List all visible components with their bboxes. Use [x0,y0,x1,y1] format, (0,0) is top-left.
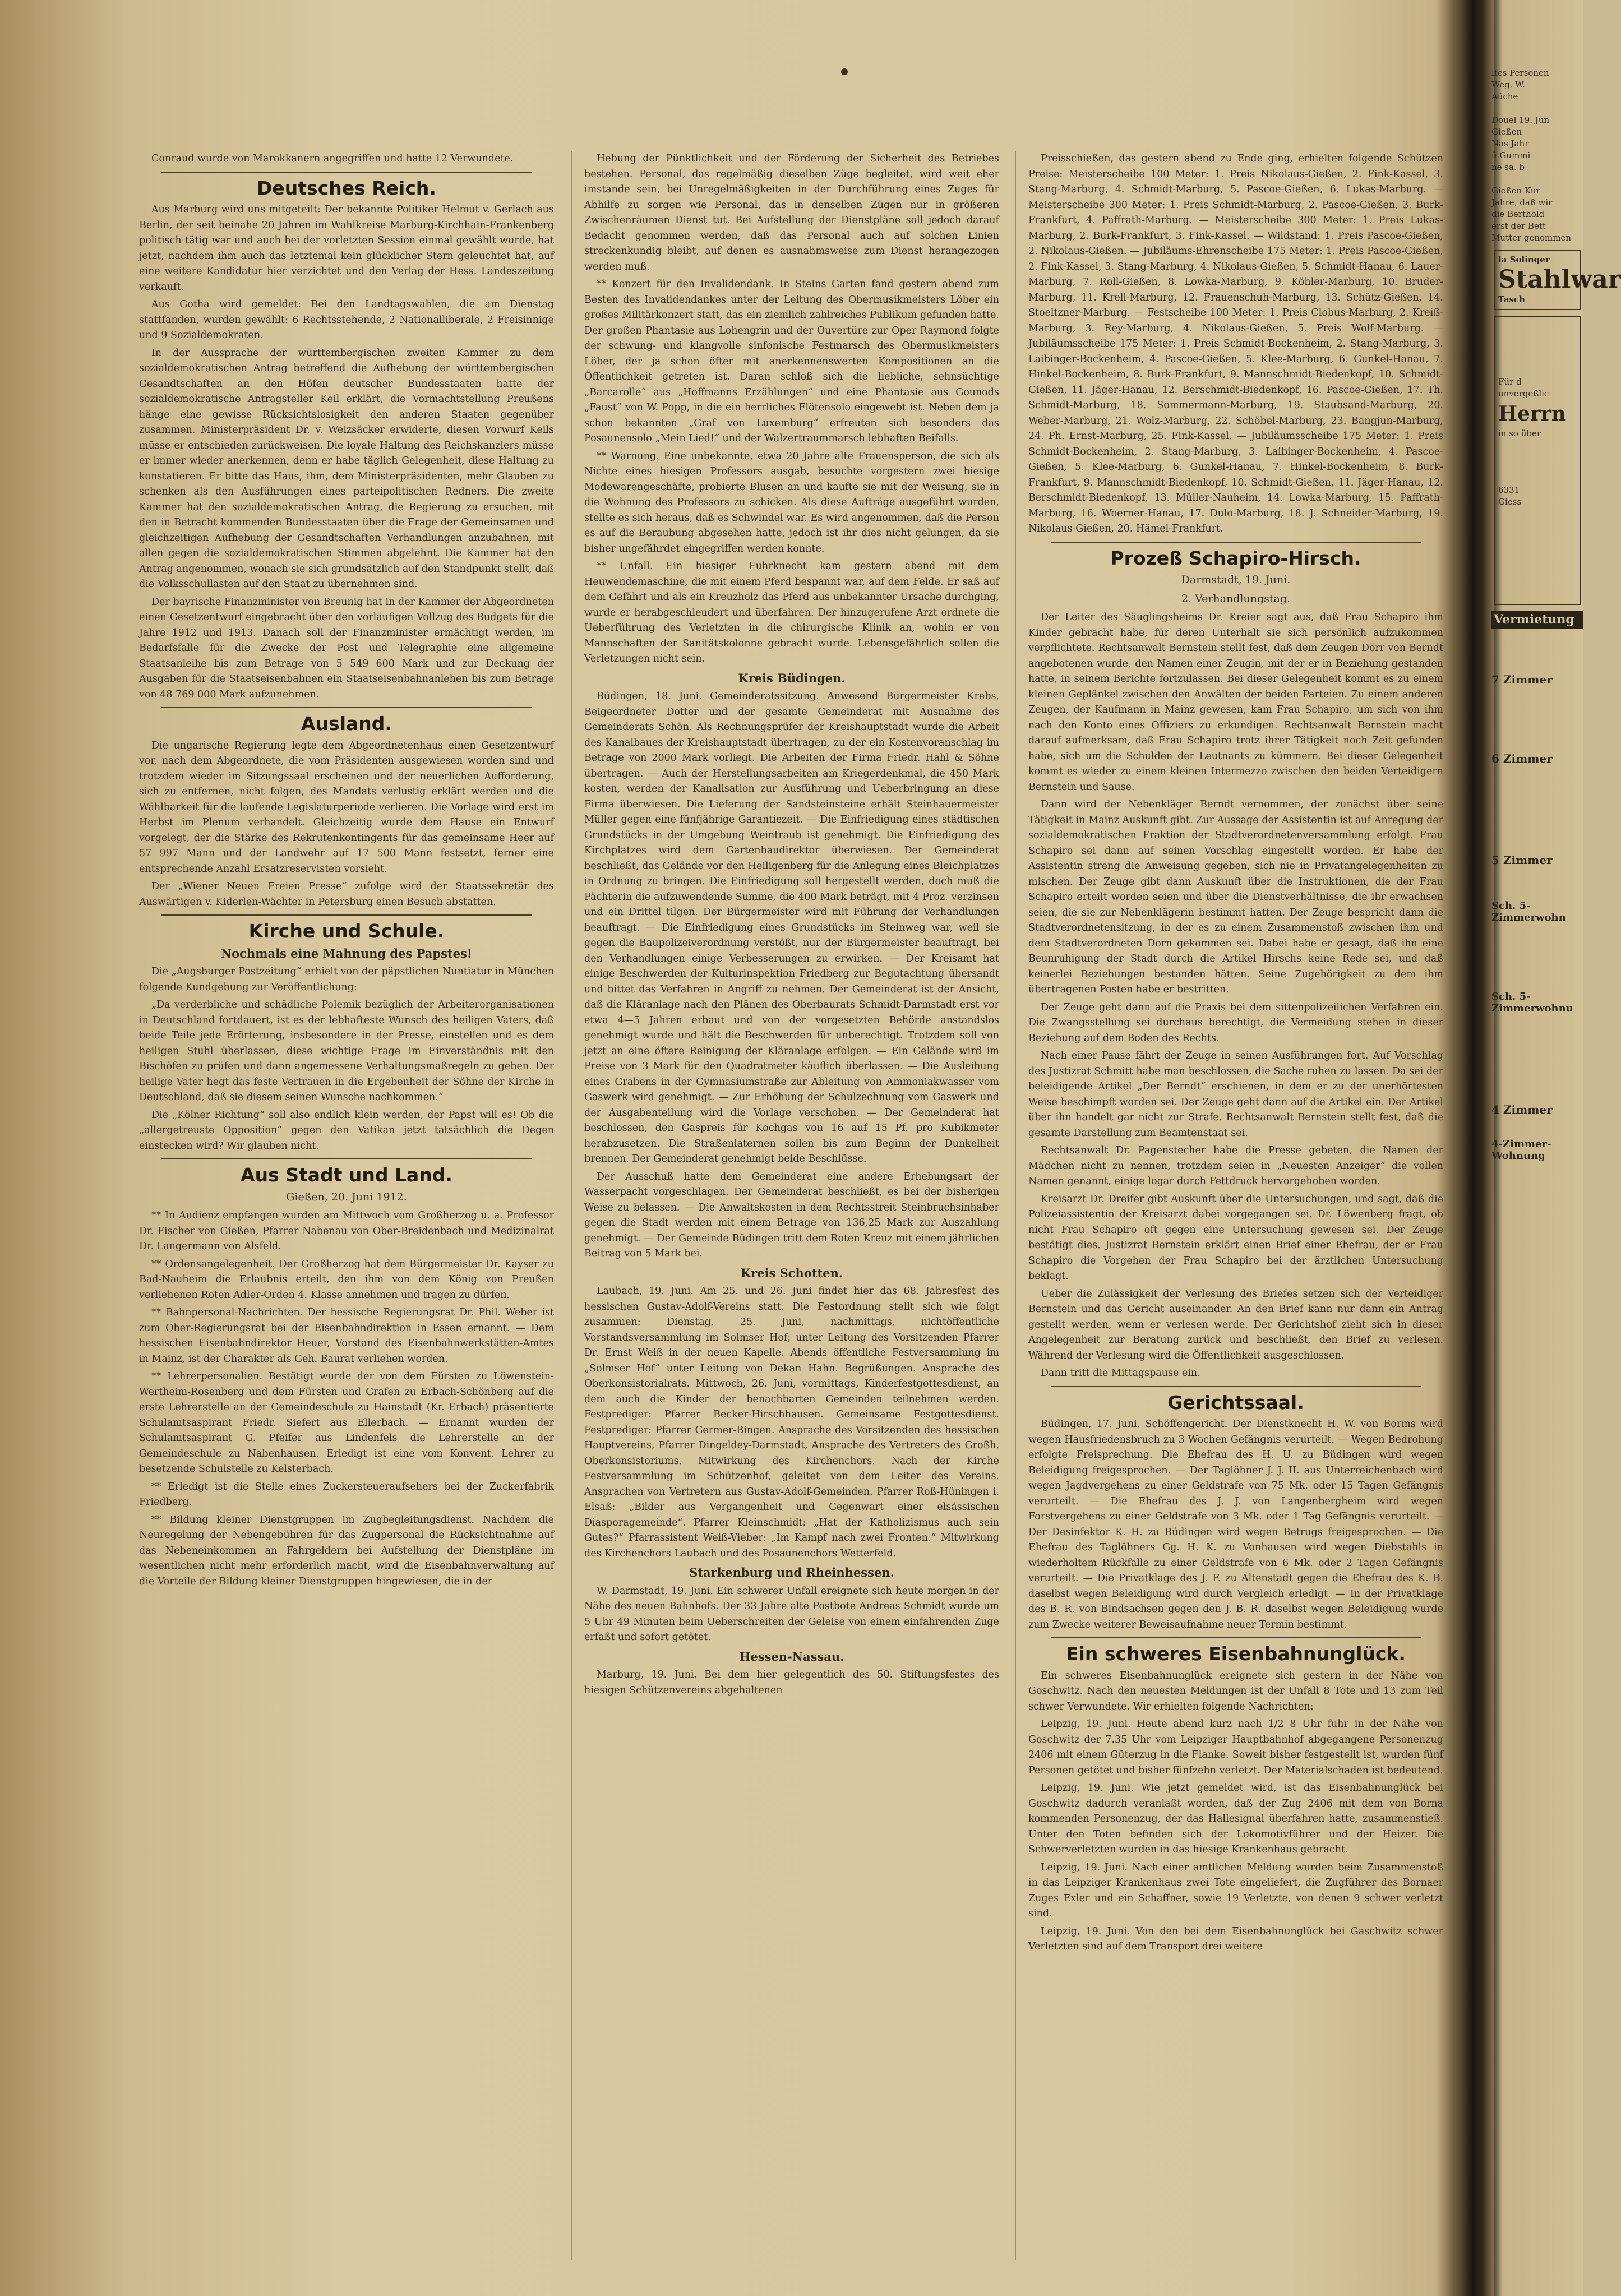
article-paragraph: Der bayrische Finanzminister von Breunig hat in der Kammer der Abgeordneten einen Gesetzentwurf eingebracht über den vorläufigen Vollzug des Budgets für die Jahre 1912 und 1913. Danach soll der Finanzminister ermächtigt werden, im Bedarfsfalle für die Zwecke der Post und Telegraphie eine allgemeine Staatsanleihe bis zum Betrage von 5 549 600 Mark und zur Deckung der Ausgaben für die Staatseisenbahnen ein Staatseisenbahnanlehen bis zum Betrage von 48 769 000 Mark aufzunehmen. [139,596,554,700]
article-paragraph: ** Lehrerpersonalien. Bestätigt wurde der von dem Fürsten zu Löwenstein-Wertheim-Rosenberg und dem Fürsten und Grafen zu Erbach-Schönberg auf die erste Lehrerstelle an der Gemeindeschule zu Hainstadt (Kr. Erbach) präsentierte Schulamtsaspirant Friedr. Siefert aus Ellerbach. — Ernannt wurden der Schulamtsaspirant G. Pfeifer aus Lindenfels die Lehrerstelle an der Gemeindeschule zu Nabenhausen. Erledigt ist eine vom Konvent. Lehrer zu besetzende Schulstelle zu Kelsterbach. [139,1371,554,1475]
room-ad: 4-Zimmer-Wohnung [1491,1138,1551,1162]
article-paragraph: Leipzig, 19. Juni. Heute abend kurz nach 1/2 8 Uhr fuhr in der Nähe von Goschwitz der 7.35 Uhr vom Leipziger Hauptbahnhof abgegangene Personenzug 2406 mit einem Güterzug in die Flanke. Soweit bisher festgestellt ist, wurden fünf Personen getötet und bisher fünfzehn verletzt. Der Materialschaden ist bedeutend. [1028,1718,1443,1776]
strip-line: erst der Bett [1491,221,1546,231]
article-paragraph: Nach einer Pause fährt der Zeuge in seinen Ausführungen fort. Auf Vorschlag des Justizrat Schmitt habe man beschlossen, die Sache ruhen zu lassen. Da sei der beleidigende Artikel „Der Berndt“ erschienen, in dem er zu der unerhörtesten Weise beschimpft worden sei. Der Zeuge geht dann auf die Artikel ein. Der Artikel über ihn handelt gar nicht zur Strafe. Rechtsanwalt Bernstein stellt fest, daß die gesamte Darstellung zum Beamtenstaat sei. [1028,1050,1443,1139]
strip-line: die Berthold [1491,209,1545,219]
article-paragraph: Leipzig, 19. Juni. Wie jetzt gemeldet wird, ist das Eisenbahnunglück bei Goschwitz dadurch veranlaßt worden, daß der Zug 2406 mit dem von Borna kommenden Personenzug, der das Hallesignal überfahren hatte, zusammenstieß. Unter den Toten befinden sich der Lokomotivführer und der Heizer. Die Schwerverletzten wurden in das hiesige Krankenhaus gebracht. [1028,1782,1443,1855]
ad-line: in so über [1498,428,1541,438]
heading-starkenburg: Starkenburg und Rheinhessen. [689,1565,894,1579]
article-paragraph: ** Konzert für den Invalidendank. In Steins Garten fand gestern abend zum Besten des Invalidendankes unter der Leitung des Obermusikmeisters Löber ein großes Militärkonzert statt, das ein ziemlich zahlreiches Publikum gefunden hatte. Der großen Phantasie aus Lohengrin und der Ouvertüre zur Oper Raymond folgte der schwung- und klangvolle sinfonische Festmarsch des Obermusikmeisters Löber, der ja schon öfter mit anerkennenswerten Kompositionen an die Öffentlichkeit getreten ist. Daran schloß sich die liebliche, sehnsüchtige „Barcarolle“ aus „Hoffmanns Erzählungen“ und eine Phantasie aus Gounods „Faust“ von W. Popp, in die ein herrliches Flötensolo eingewebt ist. Neben dem ja schon bekannten „Graf von Luxemburg“ erfreuten sich besonders das Posaunensolo „Mein Lied!“ und der Walzertraummarsch lebhaften Beifalls. [584,279,999,444]
strip-line: ltes Personen [1491,68,1549,78]
column-1 [139,151,554,1592]
article-paragraph: Ein schweres Eisenbahnunglück ereignete sich gestern in der Nähe von Goschwitz. Nach den neuesten Meldungen ist der Unfall 8 Tote und 13 zum Teil schwer Verwundete. Wir erhielten folgende Nachrichten: [1028,1670,1443,1712]
heading-eisenbahnunglueck: Ein schweres Eisenbahnunglück. [1066,1643,1406,1665]
subdateline: 2. Verhandlungstag. [1181,592,1291,605]
article-paragraph: ** Ordensangelegenheit. Der Großherzog hat dem Bürgermeister Dr. Kayser zu Bad-Nauheim die Erlaubnis erteilt, den ihm von dem König von Preußen verliehenen Roten Adler-Orden 4. Klasse annehmen und tragen zu dürfen. [139,1258,554,1301]
column-2 [584,151,999,1701]
article-paragraph: Büdingen, 17. Juni. Schöffengericht. Der Dienstknecht H. W. von Borms wird wegen Hausfriedensbruch zu 3 Wochen Gefängnis verurteilt. — Wegen Bedrohung erfolgte Freisprechung. Die Ehefrau des H. U. zu Büdingen wird wegen Beleidigung freigesprochen. — Der Taglöhner J. J. II. aus Unterreichenbach wird wegen Jagdvergehens zu einer Geldstrafe von 75 Mk. oder 15 Tagen Gefängnis verurteilt. — Die Ehefrau des J. J. von Langenbergheim wird wegen Forstvergehens zu einer Geldstrafe von 3 Mk. oder 1 Tag Gefängnis verurteilt. — Der Desinfektor K. H. zu Büdingen wird wegen Betrugs freigesprochen. — Die Ehefrau des Taglöhners Gg. H. K. zu Vonhausen wird wegen Diebstahls in wiederholtem Rückfalle zu einer Geldstrafe von 6 Mk. oder 2 Tagen Gefängnis verurteilt. — Die Privatklage des J. F. zu Altenstadt gegen die Ehefrau des K. B. daselbst wegen Beleidigung wird durch Vergleich erledigt. — In der Privatklage des B. R. von Bindsachsen gegen den J. B. R. daselbst wegen Beleidigung wurde zum Zwecke weiterer Beweisaufnahme neuer Termin bestimmt. [1028,1419,1443,1630]
subheading-papst: Nochmals eine Mahnung des Papstes! [220,946,472,960]
strip-line: Gießen Kur [1491,186,1540,196]
ad-line: unvergeßlic [1498,389,1549,399]
room-ad: Sch. 5-Zimmerwohnu [1491,991,1573,1014]
article-paragraph: Preisschießen, das gestern abend zu Ende ging, erhielten folgende Schützen Preise: Meisterscheibe 100 Meter: 1. Preis Nikolaus-Gießen, 2. Fink-Kassel, 3. Stang-Marburg, 4. Schmidt-Marburg, 5. Pascoe-Gießen, 6. Lukas-Marburg. — Meisterscheibe 300 Meter: 1. Preis Schmidt-Marburg, 2. Pascoe-Gießen, 3. Burk-Frankfurt, 4. Paffrath-Marburg. — Meisterscheibe 300 Meter: 1. Preis Lukas-Marburg, 2. Burk-Frankfurt, 3. Fink-Kassel. — Wildstand: 1. Preis Pascoe-Gießen, 2. Nikolaus-Gießen. — Jubiläums-Ehrenscheibe 175 Meter: 1. Preis Pascoe-Gießen, 2. Fink-Kassel, 3. Stang-Marburg, 4. Nikolaus-Gießen, 5. Schmidt-Hanau, 6. Lauer-Marburg, 7. Roll-Gießen, 8. Lowka-Marburg, 9. Köhler-Marburg, 10. Bruder-Marburg, 11. Krell-Marburg, 12. Frauenschuh-Marburg, 13. Schütz-Gießen, 14. Stoeltzner-Marburg. — Festscheibe 100 Meter: 1. Preis Clobus-Marburg, 2. Kreiß-Marburg, 3. Rey-Marburg, 4. Nikolaus-Gießen, 5. Preis Wolf-Marburg. — Jubiläumsscheibe 175 Meter: 1. Preis Schmidt-Bockenheim, 2. Stang-Marburg, 3. Laibinger-Bockenheim, 4. Pascoe-Gießen, 5. Klee-Marburg, 6. Gunkel-Hanau, 7. Hinkel-Bockenheim, 8. Burk-Frankfurt, 9. Mannschmidt-Biedenkopf, 10. Schmidt-Gießen, 11. Jäger-Hanau, 12. Berschmidt-Biedenkopf, 16. Pascoe-Gießen, 17. Th. Schmidt-Marburg, 18. Sommermann-Marburg, 19. Staubsand-Marburg, 20. Weber-Marburg, 21. Wolz-Marburg, 22. Schöbel-Marburg, 23. Bangjun-Marburg, 24. Ph. Ernst-Marburg, 25. Fink-Kassel. — Jubiläumsscheibe 175 Meter: 1. Preis Schmidt-Bockenheim, 2. Stang-Marburg, 3. Laibinger-Bockenheim, 4. Pascoe-Gießen, 5. Klee-Marburg, 6. Gunkel-Hanau, 7. Hinkel-Bockenheim, 8. Burk-Frankfurt, 9. Mannschmidt-Biedenkopf, 10. Schmidt-Gießen, 11. Jäger-Hanau, 12. Berschmidt-Biedenkopf, 13. Müller-Nauheim, 14. Lowka-Marburg, 15. Paffrath-Marburg, 16. Woerner-Hanau, 17. Dulo-Marburg, 18. J. Schneider-Marburg, 19. Nikolaus-Gießen, 20. Hämel-Frankfurt. [1028,153,1443,534]
ad-big-text: Herrn [1498,402,1567,426]
strip-line: Mutter genommen [1491,233,1572,243]
article-paragraph: Hebung der Pünktlichkeit und der Förderung der Sicherheit des Betriebes bestehen. Personal, das regelmäßig dieselben Züge begleitet, wird weit eher imstande sein, bei Unregelmäßigkeiten in der Durchführung eines Zuges für Abhilfe zu sorgen wie Personal, das in denselben Zügen nur in größeren Zwischenräumen Dienst tut. Bei Aufstellung der Dienstpläne soll jedoch darauf Bedacht genommen werden, daß das Personal auch auf solchen Linien streckenkundig bleibt, auf denen es ausnahmsweise zum Dienst herangezogen werden muß. [584,153,999,272]
article-paragraph: W. Darmstadt, 19. Juni. Ein schwerer Unfall ereignete sich heute morgen in der Nähe des neuen Bahnhofs. Der 33 Jahre alte Postbote Andreas Schmidt wurde um 5 Uhr 49 Minuten beim Ueberschreiten der Geleise von einem einfahrenden Zuge erfaßt und sofort getötet. [584,1585,999,1643]
article-paragraph: Dann tritt die Mittagspause ein. [1041,1368,1200,1379]
article-paragraph: In der Aussprache der württembergischen zweiten Kammer zu dem sozialdemokratischen Antrag betreffend die Aufhebung der württembergischen Gesandtschaften an den Höfen deutscher Bundesstaaten hatte der sozialdemokratische Antragsteller Keil erklärt, die Vormachtstellung Preußens hänge eine gewisse Rücksichtslosigkeit den anderen Staaten gegenüber zusammen. Ministerpräsident Dr. v. Weizsäcker erwiderte, diesen Vorwurf Keils müsse er entschieden zurückweisen. Die loyale Haltung des Reichskanzlers müsse er immer wieder anerkennen, denn er habe täglich Gelegenheit, diese Haltung zu konstatieren. Er bitte das Haus, ihm, dem Ministerpräsidenten, mehr Glauben zu schenken als den Ausführungen eines parteipolitischen Redners. Die zweite Kammer hat den sozialdemokratischen Antrag, die Regierung zu ersuchen, mit den in Betracht kommenden Bundesstaaten über die Frage der Gemeinsamen und gleichzeitigen Aufhebung der Gesandtschaften Verhandlungen anzubahnen, mit allen gegen die sozialdemokratischen Stimmen abgelehnt. Die Kammer hat den Antrag angenommen, wonach sie sich grundsätzlich auf den Standpunkt stellt, daß die Volksschullasten auf den Staat zu übernehmen sind. [139,347,554,590]
heading-kreis-schotten: Kreis Schotten. [740,1265,843,1280]
binding-fold [1455,0,1494,2296]
heading-gerichtssaal: Gerichtssaal. [1167,1391,1304,1413]
section-rule [161,1158,532,1159]
punch-hole [841,68,848,75]
column-divider-2 [1015,151,1016,2260]
article-paragraph: Rechtsanwalt Dr. Pagenstecher habe die Presse gebeten, die Namen der Mädchen nicht zu nennen, trotzdem seien in „Neuesten Anzeiger“ die vollen Namen genannt, einige logar durch Fettdruck hervorgehoben worden. [1028,1145,1443,1187]
article-paragraph: ** In Audienz empfangen wurden am Mittwoch vom Großherzog u. a. Professor Dr. Fischer von Gießen, Pfarrer Nabenau von Ober-Breidenbach und Medizinalrat Dr. Langermann von Alsfeld. [139,1210,554,1252]
article-paragraph: ** Warnung. Eine unbekannte, etwa 20 Jahre alte Frauensperson, die sich als Nichte eines hiesigen Professors ausgab, besuchte vorgestern zwei hiesige Modewarengeschäfte, probierte Blusen an und kaufte sie mit der Weisung, sie in die Wohnung des Professors zu schicken. Als diese Aufträge ausgeführt wurden, stellte es sich heraus, daß es Schwindel war. Es wird angenommen, daß die Person es auf die Beraubung abgesehen hatte, jedoch ist ihr dies nicht gelungen, da sie bisher ungefährdet eingegriffen werden konnte. [584,450,999,555]
heading-prozess: Prozeß Schapiro-Hirsch. [1110,547,1361,569]
article-paragraph: Leipzig, 19. Juni. Von den bei dem Eisenbahnunglück bei Gaschwitz schwer Verletzten sind auf dem Transport drei weitere [1028,1925,1443,1952]
strip-line: ü Gummi [1491,150,1531,160]
article-paragraph: Der Leiter des Säuglingsheims Dr. Kreier sagt aus, daß Frau Schapiro ihm Kinder gebracht habe, für deren Unterhalt sie sich persönlich aufzukommen verpflichtete. Rechtsanwalt Bernstein stellt fest, daß dem Zeugen Dörr von Berndt angebotenen wurde, den Namen einer Zeugin, mit der er in Beziehung gestanden hatte, in seinem Berichte fortzulassen. Bei dieser Gelegenheit kommt es zu einem kleinen Geplänkel zwischen den Anwälten der beiden Parteien. Zu einem anderen Zeugen, der Kaufmann in Mainz gewesen, kam Frau Schapiro, um sich von ihm nach den Konto eines Offiziers zu erkundigen. Rechtsanwalt Bernstein macht darauf aufmerksam, daß Frau Schapiro trotz ihrer Tätigkeit noch Zeit gefunden habe, sich um die Schulden der Leutnants zu kümmern. Bei dieser Gelegenheit kommt es wieder zu einem kleinen Intermezzo zwischen den beiden Verteidigern Bernstein und Sause. [1028,612,1443,793]
heading-hessen-nassau: Hessen-Nassau. [739,1649,844,1664]
strip-line: Weg. W. [1491,80,1525,90]
column-3 [1028,151,1443,1957]
article-paragraph: Ueber die Zulässigkeit der Verlesung des Briefes setzen sich der Verteidiger Bernstein und das Gericht auseinander. An den Brief kann nur dann ein Antrag gestellt werden, wenn er verlesen werde. Der Gerichtshof zieht sich in dieser Angelegenheit zur Beratung zurück und beschließt, den Brief zu verlesen. Während der Verlesung wird die Öffentlichkeit ausgeschlossen. [1028,1288,1443,1361]
section-rule [1051,1637,1421,1638]
ad-big-text: Stahlwar [1498,265,1621,294]
heading-aus-stadt-und-land: Aus Stadt und Land. [241,1164,452,1186]
heading-ausland: Ausland. [301,713,392,734]
article-paragraph: Marburg, 19. Juni. Bei dem hier gelegentlich des 50. Stiftungsfestes des hiesigen Schützenvereins abgehaltenen [584,1669,999,1696]
room-ad: 4 Zimmer [1491,1103,1553,1116]
article-paragraph: „Da verderbliche und schädliche Polemik bezüglich der Arbeiterorganisationen in Deutschland fortdauert, ist es der lebhafteste Wunsch des heiligen Vaters, daß beide Teile jede Erörterung, insbesondere in der Presse, einstellen und es dem heiligen Stuhl überlassen, diese wichtige Frage im Einverständnis mit den Bischöfen zu prüfen und dann angemessene Verhaltungsmaßregeln zu geben. Der heilige Vater hegt das feste Vertrauen in die Ergebenheit der Söhne der Kirche in Deutschland, daß sie diesem seinen Wunsche nachkommen.“ [139,999,554,1103]
room-ad: Sch. 5-Zimmerwohn [1491,900,1566,923]
room-ad: 7 Zimmer [1491,673,1553,686]
article-paragraph: Aus Gotha wird gemeldet: Bei den Landtagswahlen, die am Dienstag stattfanden, wurden gewählt: 6 Rechtsstehende, 2 Nationalliberale, 2 Freisinnige und 9 Sozialdemokraten. [139,299,554,341]
adjacent-page-strip [1491,67,1621,1162]
article-paragraph: Leipzig, 19. Juni. Nach einer amtlichen Meldung wurden beim Zusammenstoß in das Leipziger Krankenhaus zwei Tote eingeliefert, die Zugführer des Bornaer Zuges Exler und ein Schaffner, sowie 19 Verletzte, von denen 9 schwer verletzt sind. [1028,1861,1443,1919]
article-paragraph: Der Ausschuß hatte dem Gemeinderat eine andere Erhebungsart der Wasserpacht vorgeschlagen. Der Gemeinderat beschließt, es bei der bisherigen Weise zu belassen. — Die Anwaltskosten in dem Rechtsstreit Steinbruchsinhaber gegen die Stadt werden mit einem Betrage von 136,25 Mark zur Auszahlung genehmigt. — Der Gemeinde Büdingen tritt dem Roten Kreuz mit einem jährlichen Beitrag von 5 Mark bei. [584,1171,999,1259]
article-paragraph: ** Bildung kleiner Dienstgruppen im Zugbegleitungsdienst. Nachdem die Neuregelung der Nebengebühren für das Zugpersonal die Rücksichtnahme auf das Nebeneinkommen an Fahrgeldern bei Aufstellung der Dienstpläne im wesentlichen nicht mehr erforderlich macht, wird die Eisenbahnverwaltung auf die Vorteile der Bildung kleiner Dienstgruppen hingewiesen, die in der [139,1514,554,1587]
strip-line: Aüche [1491,91,1518,101]
article-paragraph: Die „Kölner Richtung“ soll also endlich klein werden, der Papst will es! Ob die „allergetreuste Opposition“ gegen den Vatikan jetzt tatsächlich die Degen einstecken wird? Wir glauben nicht. [139,1109,554,1152]
strip-line: Nas Jahr [1491,138,1529,149]
dateline: Gießen, 20. Juni 1912. [286,1190,407,1203]
ad-line: 6331 [1498,485,1520,495]
ad-line: Giess [1498,497,1522,507]
article-paragraph: Büdingen, 18. Juni. Gemeinderatssitzung. Anwesend Bürgermeister Krebs, Beigeordneter Dotter und der gesamte Gemeinderat mit Ausnahme des Gemeinderats Schön. Als Rechnungsprüfer der Kreishauptstadt wurde die Arbeit des Kanalbaues der Kreishauptstadt übertragen, zu der ein Kostenvoranschlag im Betrage von 2000 Mark vorliegt. Die Arbeiten der Firma Friedr. Hahl & Söhne übertragen. — Auch der Herstellungsarbeiten am Kriegerdenkmal, die 450 Mark kosten, werden der Kanalisation zur Ausführung und Ueberbringung an diese Firma überwiesen. Die Lieferung der Sandsteinsteine erhält Steinhauermeister Müller gegen eine fünfjährige Garantiezeit. — Die Einfriedigung eines städtischen Grundstücks in der Umgebung Weintraub ist genehmigt. Die Einfriedigung des Kirchplatzes wird dem Gartenbaudirektor überwiesen. Der Gemeinderat beschließt, das Gelände vor den Heiligenberg für die Anlegung eines Bleichplatzes in Ordnung zu bringen. Die Einfriedigung soll hergestellt werden, doch muß die Pächterin die aufzuwendende Summe, die 400 Mark beträgt, mit 4 Proz. verzinsen und ein Drittel tilgen. Der Bürgermeister wird mit Führung der Verhandlungen beauftragt. — Die Einfriedigung eines Grundstücks im Steinweg war, weil sie gegen die Baupolizeiverordnung verstößt, nur der Bürgermeister beauftragt, bei den Verhandlungen einige Verbesserungen zu erwirken. — Der Kreisamt hat einige Beschwerden der Kulturinspektion Friedberg zur Begutachtung übersandt und bittet das Verfahren in Angriff zu nehmen. Der Gemeinderat ist der Ansicht, daß die Kläranlage nach den Plänen des Oberbaurats Schmidt-Darmstadt erst vor etwa 4—5 Jahren erbaut und von der vorgesetzten Behörde anstandslos genehmigt wurde und hält die Beschwerden für unberechtigt. Trotzdem soll von jetzt an eine öftere Reinigung der Kläranlage erfolgen. — Ein Gelände wird im Preise von 3 Mark für den Quadratmeter käuflich überlassen. — Die Ausleihung eines Grabens in der Gymnasiumstraße zur Ableitung von Ammoniakwasser vom Gaswerk wird genehmigt. — Zur Erhöhung der Schulzechnung vom Gaswerk und der Ausgabenteilung wird die Vorlage verschoben. — Der Gemeinderat hat beschlossen, den Gaspreis für Kochgas von 16 auf 15 Pf. pro Kubikmeter herabzusetzen. Die Straßenlaternen sollen bis zum Beginn der Dunkelheit brennen. Der Gemeinderat genehmigt beide Beschlüsse. [584,691,999,1165]
dateline: Darmstadt, 19. Juni. [1181,574,1291,586]
room-ad: 5 Zimmer [1491,853,1553,867]
section-rule [161,707,532,708]
article-paragraph: Laubach, 19. Juni. Am 25. und 26. Juni findet hier das 68. Jahresfest des hessischen Gustav-Adolf-Vereins statt. Die Festordnung stellt sich wie folgt zusammen: Dienstag, 25. Juni, nachmittags, nichtöffentliche Vorstandsversammlung im Solmser Hof; unter Leitung des Vorsitzenden Pfarrer Dr. Ernst Weiß in der neuen Kapelle. Abends öffentliche Festversammlung im „Solmser Hof“ unter Leitung von Dekan Hahn. Begrüßungen. Ansprache des Oberkonsistorialrats. Mittwoch, 26. Juni, vormittags, Kinderfestgottesdienst, an dem auch die Kinder der benachbarten Gemeinden teilnehmen werden. Festprediger: Pfarrer Becker-Hirschhausen. Gemeinsame Festgottesdienst. Festprediger: Pfarrer Germer-Bingen. Ansprache des Vorsitzenden des hessischen Hauptvereins, Pfarrer Dingeldey-Darmstadt, Ansprache des Vertreters des Großh. Oberkonsistoriums. Mitwirkung des Kirchenchors. Nach der Kirche Festversammlung im Schützenhof, geleitet von dem Leiter des Vereins. Ansprachen von Vertretern aus Gustav-Adolf-Gemeinden. Pfarrer Roß-Hüningen i. Elsaß: „Bilder aus Vergangenheit und Gegenwart einer elsässischen Diasporagemeinde“. Pfarrer Kleinschmidt: „Hat der Katholizismus auch sein Gutes?“ Pfarrassistent Weiß-Vieber: „Im Kampf nach zwei Fronten.“ Mitwirkung des Kirchenchors Laubach und des Posaunenchors Wetterfeld. [584,1286,999,1559]
article-paragraph: ** Erledigt ist die Stelle eines Zuckersteueraufsehers bei der Zuckerfabrik Friedberg. [139,1481,554,1508]
article-paragraph: Die ungarische Regierung legte dem Abgeordnetenhaus einen Gesetzentwurf vor, nach dem Abgeordnete, die vom Präsidenten ausgewiesen worden sind und trotzdem wieder im Sitzungssaal erscheinen und der neuerlichen Aufforderung, sich zu entfernen, nicht folgen, des Mandats verlustig erklärt werden und die Wählbarkeit für die laufende Legislaturperiode verlieren. Die Vorlage wird erst im Herbst im Plenum verhandelt. Gleichzeitig wurde dem Hause ein Entwurf vorgelegt, der die Stärke des Rekrutenkontingents für das gemeinsame Heer auf 57 997 Mann und der Landwehr auf 17 500 Mann festsetzt, ferner eine entsprechende Anzahl Ersatzreservisten vorsieht. [139,740,554,875]
ad-stahlwaren [1494,250,1621,310]
article-paragraph: ** Unfall. Ein hiesiger Fuhrknecht kam gestern abend mit dem Heuwendemaschine, die mit einem Pferd bespannt war, auf dem Felde. Er saß auf dem Gefährt und als ein Kreuzholz das Pferd aus unbekannter Ursache durchging, wurde er herabgeschleudert und überfahren. Der hinzugerufene Arzt ordnete die Ueberführung des Verletzten in die chirurgische Klinik an, wohin er von Mannschaften der Sanitätskolonne gebracht wurde. Lebensgefährlich sollen die Verletzungen nicht sein. [584,561,999,664]
strip-line: ne sa. b [1491,162,1525,172]
article-paragraph: Der „Wiener Neuen Freien Presse“ zufolge wird der Staatssekretär des Auswärtigen v. Kiderlen-Wächter in Petersburg einen Besuch abstatten. [139,881,554,908]
strip-line: Gießen [1491,127,1522,137]
room-ad: 6 Zimmer [1491,752,1553,765]
heading-kirche-und-schule: Kirche und Schule. [248,920,445,942]
section-rule [161,914,532,916]
strip-line: Jahre, daß wir [1491,197,1553,207]
column-divider-1 [571,151,572,2260]
intro-text: Conraud wurde von Marokkanern angegriffen und hatte 12 Verwundete. [151,153,514,164]
article-paragraph: Die „Augsburger Postzeitung“ erhielt von der päpstlichen Nuntiatur in München folgende Kundgebung zur Veröffentlichung: [139,966,554,993]
ad-line: Für d [1498,377,1522,387]
article-paragraph: Aus Marburg wird uns mitgeteilt: Der bekannte Politiker Helmut v. Gerlach aus Berlin, der seit beinahe 20 Jahren im Wahlkreise Marburg-Kirchhain-Frankenberg politisch tätig war und auch bei der vorletzten Session einmal gewählt wurde, hat jetzt, nachdem ihm auch das letztemal kein glücklicher Stern geleuchtet hat, auf eine weitere Kandidatur hier verzichtet und den Verlag der Hess. Landeszeitung verkauft. [139,204,554,293]
heading-deutsches-reich: Deutsches Reich. [257,177,436,199]
article-paragraph: Der Zeuge geht dann auf die Praxis bei dem sittenpolizeilichen Verfahren ein. Die Zwangsstellung sei durchaus berechtigt, die Vermeidung stehen in dieser Beziehung auf dem Boden des Rechts. [1028,1001,1443,1044]
ad-small-text: la Solinger [1498,255,1550,265]
article-paragraph: Kreisarzt Dr. Dreifer gibt Auskunft über die Untersuchungen, und sagt, daß die Polizeiassistentin der Kreisarzt dabei vorgegangen sei. Dr. Löwenberg fragt, ob nicht Frau Schapiro oft gegen eine Untersuchung gewesen sei. Der Zeuge bestätigt dies. Justizrat Bernstein erklärt einen Brief einer Ehefrau, der er Frau Schapiro die Vorgehen der Frau Schapiro bei der ärztlichen Untersuchung beklagt. [1028,1193,1443,1282]
article-paragraph: ** Bahnpersonal-Nachrichten. Der hessische Regierungsrat Dr. Phil. Weber ist zum Ober-Regierungsrat bei der Eisenbahndirektion in Essen ernannt. — Dem hessischen Eisenbahndirektor Heuer, Vorstand des Eisenbahnwerkstätten-Amtes in Mainz, ist der Charakter als Geh. Baurat verliehen worden. [139,1307,554,1365]
article-paragraph: Dann wird der Nebenkläger Berndt vernommen, der zunächst über seine Tätigkeit in Mainz Auskunft gibt. Zur Aussage der Assistentin ist auf Anregung der sozialdemokratischen Fraktion der Stadtverordnetenversammlung erfolgt. Frau Schapiro sei dann auf seinen Vorschlag eingestellt worden. Er habe der Assistentin streng die Anweisung gegeben, sich nie in Privatangelegenheiten zu mischen. Der Zeuge gibt dann Auskunft über die Instruktionen, die der Frau Schapiro erteilt worden seien und über die Dienstverhältnisse, die ihr erwachsen seien, die sie zur Nebenklägerin bestimmt hatten. Der Zeuge bespricht dann die Stadtverordnetensitzung, in der es zu einem Zusammenstoß zwischen ihm und dem Stadtverordneten Dorn gekommen sei. Dabei habe er gesagt, daß ihn eine Beunruhigung der Stadt durch die Artikel Hirschs keine Rede sei, und daß keinerlei Beziehungen bestanden hätten. Seine Zugehörigkeit zu dem ihm übertragenen Posten habe er bestritten. [1028,799,1443,995]
ad-death-notice [1494,316,1581,605]
section-rule [1051,542,1421,543]
section-rule [1051,1386,1421,1387]
heading-kreis-budingen: Kreis Büdingen. [738,671,846,685]
strip-line: Douel 19. Jun [1491,115,1550,125]
ad-tail-text: Tasch [1498,294,1525,304]
section-rule [161,172,532,173]
vermietung-band: Vermietung [1491,611,1583,629]
